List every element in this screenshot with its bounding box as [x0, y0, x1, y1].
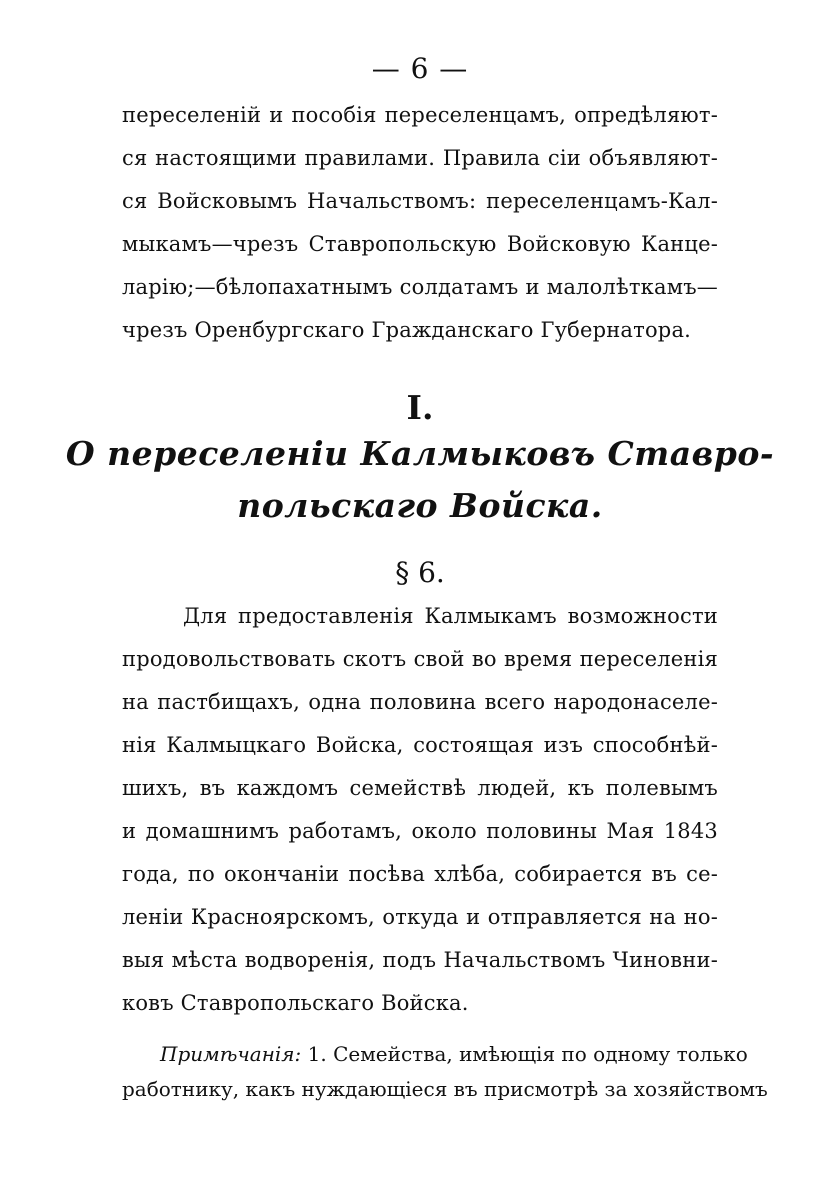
section-line-1: Для предоставленія Калмыкамъ возможности — [183, 604, 718, 628]
note-line-1-text: 1. Семейства, имѣющія по одному только — [307, 1042, 748, 1066]
intro-line-6: чрезъ Оренбургскаго Гражданскаго Губернатора. — [122, 318, 692, 342]
intro-line-5: ларію;—бѣлопахатнымъ солдатамъ и малолѣткамъ— — [122, 275, 718, 299]
chapter-title-line-2: польскаго Войска. — [237, 486, 603, 525]
intro-line-4: мыкамъ—чрезъ Ставропольскую Войсковую Канце- — [122, 232, 718, 256]
section-line-6: и домашнимъ работамъ, около половины Мая 1843 — [122, 819, 718, 843]
chapter-numeral: I. — [406, 388, 434, 427]
chapter-title-line-1: О переселеніи Калмыковъ Ставро- — [65, 434, 775, 473]
intro-line-2: ся настоящими правилами. Правила сіи объявляют- — [122, 146, 718, 170]
section-line-9: выя мѣста водворенія, подъ Начальствомъ Чиновни- — [122, 948, 718, 972]
page-number: — 6 — — [371, 52, 469, 85]
section-line-10: ковъ Ставропольскаго Войска. — [122, 991, 469, 1015]
intro-line-1: переселеній и пособія переселенцамъ, опредѣляют- — [122, 103, 718, 127]
section-line-3: на пастбищахъ, одна половина всего народонаселе- — [122, 690, 718, 714]
section-line-8: леніи Красноярскомъ, откуда и отправляется на но- — [122, 905, 718, 929]
section-mark: § 6. — [395, 556, 445, 589]
note-label: Примѣчанія: — [160, 1042, 302, 1066]
section-line-5: шихъ, въ каждомъ семействѣ людей, къ полевымъ — [122, 776, 718, 800]
note-line-2: работнику, какъ нуждающіеся въ присмотрѣ за хозяйствомъ — [122, 1077, 768, 1101]
note-line-1 — [160, 1042, 748, 1066]
section-line-4: нія Калмыцкаго Войска, состоящая изъ способнѣй- — [122, 733, 718, 757]
intro-line-3: ся Войсковымъ Начальствомъ: переселенцамъ-Кал- — [122, 189, 718, 213]
section-line-2: продовольствовать скотъ свой во время переселенія — [122, 647, 718, 671]
section-line-7: года, по окончаніи посѣва хлѣба, собирается въ се- — [122, 862, 718, 886]
